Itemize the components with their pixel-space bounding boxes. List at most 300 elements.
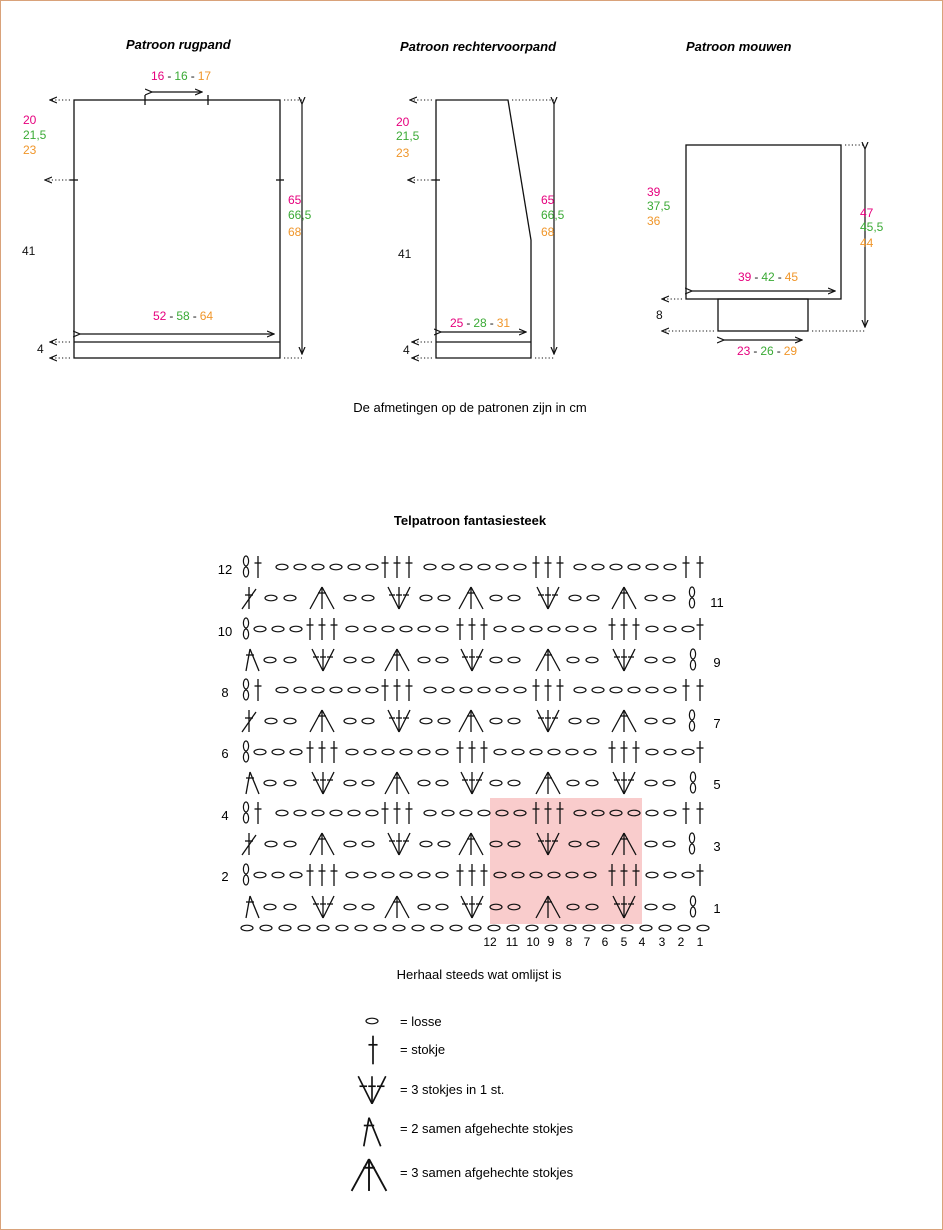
- stitch-number: 10: [526, 935, 540, 949]
- three-dc-in-one-icon: [461, 649, 483, 671]
- chain-stitch-icon: [284, 657, 296, 663]
- double-crochet-icon: [545, 679, 552, 701]
- row-label-left: 2: [221, 869, 229, 884]
- chain-stitch-icon: [294, 687, 306, 693]
- chain-stitch-icon: [645, 904, 657, 910]
- chain-stitch-icon: [254, 749, 266, 755]
- chain-stitch-icon: [264, 657, 276, 663]
- sleeve-length-s2: 45,5: [860, 220, 884, 234]
- double-crochet-icon: [406, 679, 413, 701]
- chain-stitch-icon: [284, 841, 296, 847]
- chain-stitch-icon: [508, 657, 520, 663]
- double-crochet-icon: [457, 741, 464, 763]
- chain-stitch-icon: [424, 810, 436, 816]
- back-width-s3: 64: [199, 309, 214, 323]
- chain-stitch-icon: [400, 872, 412, 878]
- back-neck-sep2: -: [190, 69, 195, 83]
- double-crochet-icon: [319, 864, 326, 886]
- stitch-number: 2: [677, 935, 685, 949]
- chain-stitch-icon: [584, 749, 596, 755]
- three-dc-in-one-icon: [537, 587, 559, 609]
- sleeve-width-s1: 39: [738, 270, 752, 284]
- chain-stitch-icon: [646, 687, 658, 693]
- chain-stitch-icon: [697, 925, 709, 931]
- back-neck-s3: 17: [197, 69, 212, 83]
- double-crochet-icon: [481, 741, 488, 763]
- sleeve-cuff-width-measure: [737, 344, 797, 358]
- chain-stitch-icon: [508, 595, 520, 601]
- three-dc-together-icon: [352, 1159, 387, 1191]
- chain-stitch-icon: [298, 925, 310, 931]
- chain-stitch-icon: [366, 1018, 378, 1024]
- sleeve-length-s3: 44: [860, 236, 874, 250]
- repeat-note: Herhaal steeds wat omlijst is: [396, 967, 562, 982]
- sleeve-length-s1: 47: [860, 206, 874, 220]
- sleeve-upper-s3: 36: [647, 214, 661, 228]
- chain-stitch-icon: [496, 687, 508, 693]
- back-width-s2: 58: [176, 309, 190, 323]
- row-label-right: 5: [713, 777, 721, 792]
- chain-stitch-icon: [442, 687, 454, 693]
- chain-stitch-icon: [346, 872, 358, 878]
- stitch-number: 12: [483, 935, 497, 949]
- chain-stitch-icon: [364, 872, 376, 878]
- chain-stitch-icon: [460, 564, 472, 570]
- chain-stitch-icon: [646, 810, 658, 816]
- row-label-left: 4: [221, 808, 229, 823]
- turning-chain-icon: [243, 618, 248, 639]
- chain-stitch-icon: [254, 872, 266, 878]
- legend-label-3dc-tog: = 3 samen afgehechte stokjes: [400, 1165, 574, 1180]
- double-crochet-icon: [557, 679, 564, 701]
- sleeve-cuff-sep1: -: [753, 344, 758, 358]
- chain-stitch-icon: [355, 925, 367, 931]
- front-length-s3: 68: [541, 225, 555, 239]
- double-crochet-icon: [683, 802, 690, 824]
- chain-stitch-icon: [548, 626, 560, 632]
- chain-stitch-icon: [659, 925, 671, 931]
- double-crochet-icon: [469, 864, 476, 886]
- row-label-left: 8: [221, 685, 229, 700]
- three-dc-in-one-icon: [358, 1076, 386, 1104]
- chain-stitch-icon: [663, 780, 675, 786]
- chain-stitch-icon: [488, 925, 500, 931]
- chain-stitch-icon: [241, 925, 253, 931]
- chain-stitch-icon: [566, 626, 578, 632]
- chain-stitch-icon: [569, 718, 581, 724]
- chain-stitch-icon: [496, 564, 508, 570]
- three-dc-in-one-icon: [461, 896, 483, 918]
- double-crochet-icon: [457, 618, 464, 640]
- back-armhole-s2: 21,5: [23, 128, 47, 142]
- double-crochet-icon: [697, 556, 704, 578]
- double-crochet-icon: [394, 802, 401, 824]
- chain-stitch-icon: [344, 904, 356, 910]
- chain-stitch-icon: [587, 718, 599, 724]
- double-crochet-icon: [697, 741, 704, 763]
- chain-stitch-icon: [364, 749, 376, 755]
- chain-stitch-icon: [284, 595, 296, 601]
- chain-stitch-icon: [346, 626, 358, 632]
- chain-stitch-icon: [664, 626, 676, 632]
- back-title: Patroon rugpand: [126, 37, 231, 52]
- chain-stitch-icon: [362, 595, 374, 601]
- chain-stitch-icon: [418, 657, 430, 663]
- legend-label-chain: = losse: [400, 1014, 442, 1029]
- legend: [352, 1014, 574, 1191]
- chain-stitch-icon: [284, 904, 296, 910]
- front-title: Patroon rechtervoorpand: [400, 39, 557, 54]
- double-crochet-icon: [382, 802, 389, 824]
- chain-stitch-icon: [418, 780, 430, 786]
- back-lower-length: 41: [22, 244, 36, 258]
- legend-label-2dc-tog: = 2 samen afgehechte stokjes: [400, 1121, 574, 1136]
- chain-stitch-icon: [264, 780, 276, 786]
- chain-stitch-icon: [317, 925, 329, 931]
- chain-stitch-icon: [478, 687, 490, 693]
- double-crochet-icon: [382, 679, 389, 701]
- chain-stitch-icon: [366, 564, 378, 570]
- front-width-sep2: -: [489, 316, 494, 330]
- chain-stitch-icon: [438, 841, 450, 847]
- chain-stitch-icon: [290, 626, 302, 632]
- back-armhole-s3: 23: [23, 143, 37, 157]
- sleeve-upper-s2: 37,5: [647, 199, 671, 213]
- three-dc-in-one-icon: [461, 772, 483, 794]
- double-crochet-icon: [557, 556, 564, 578]
- back-width-sep2: -: [192, 309, 197, 323]
- chain-stitch-icon: [272, 872, 284, 878]
- stitch-number: 8: [565, 935, 573, 949]
- turning-chain-icon: [690, 896, 695, 917]
- turning-chain-icon: [243, 679, 248, 700]
- turning-chain-icon: [243, 802, 248, 823]
- chain-stitch-icon: [645, 718, 657, 724]
- stitch-number: 9: [547, 935, 555, 949]
- chain-stitch-icon: [438, 718, 450, 724]
- chain-stitch-icon: [567, 780, 579, 786]
- chain-stitch-icon: [478, 810, 490, 816]
- three-dc-in-one-icon: [312, 772, 334, 794]
- stitch-number: 5: [620, 935, 628, 949]
- chain-stitch-icon: [348, 564, 360, 570]
- two-dc-together-icon: [246, 772, 259, 794]
- chain-stitch-icon: [663, 718, 675, 724]
- units-note: De afmetingen op de patronen zijn in cm: [353, 400, 587, 415]
- chain-stitch-icon: [276, 564, 288, 570]
- chain-stitch-icon: [478, 564, 490, 570]
- chain-stitch-icon: [548, 749, 560, 755]
- sleeve-cuff-sep2: -: [776, 344, 781, 358]
- chain-stitch-icon: [382, 749, 394, 755]
- chain-stitch-icon: [678, 925, 690, 931]
- back-length-s1: 65: [288, 193, 302, 207]
- back-width-measure: [153, 309, 213, 323]
- turning-dc-icon: [242, 710, 256, 732]
- stitch-number: 4: [638, 935, 646, 949]
- sleeve-piece: [662, 145, 865, 340]
- three-dc-in-one-icon: [312, 896, 334, 918]
- chain-stitch-icon: [610, 687, 622, 693]
- row-labels: [218, 562, 724, 916]
- row-label-right: 11: [710, 595, 724, 610]
- chain-stitch-icon: [420, 595, 432, 601]
- back-rib-height: 4: [37, 342, 44, 356]
- double-crochet-icon: [307, 618, 314, 640]
- turning-chain-icon: [690, 649, 695, 670]
- chain-stitch-icon: [682, 626, 694, 632]
- chain-stitch-icon: [663, 657, 675, 663]
- chain-stitch-icon: [664, 872, 676, 878]
- three-dc-in-one-icon: [388, 710, 410, 732]
- row-label-left: 6: [221, 746, 229, 761]
- chain-stitch-icon: [574, 687, 586, 693]
- sleeve-title: Patroon mouwen: [686, 39, 792, 54]
- three-dc-together-icon: [612, 587, 636, 609]
- chain-stitch-icon: [586, 780, 598, 786]
- back-armhole-s1: 20: [23, 113, 37, 127]
- double-crochet-icon: [406, 556, 413, 578]
- chain-stitch-icon: [583, 925, 595, 931]
- chain-stitch-icon: [646, 626, 658, 632]
- three-dc-together-icon: [385, 649, 409, 671]
- stitch-number: 1: [696, 935, 704, 949]
- double-crochet-icon: [331, 618, 338, 640]
- turning-chain-icon: [689, 833, 694, 854]
- chain-stitch-icon: [290, 749, 302, 755]
- chain-stitch-icon: [469, 925, 481, 931]
- double-crochet-icon: [469, 618, 476, 640]
- chain-stitch-icon: [526, 925, 538, 931]
- double-crochet-icon: [683, 679, 690, 701]
- double-crochet-icon: [255, 556, 262, 578]
- legend-label-dc: = stokje: [400, 1042, 446, 1057]
- chain-stitch-icon: [431, 925, 443, 931]
- turning-chain-icon: [689, 587, 694, 608]
- chain-stitch-icon: [490, 657, 502, 663]
- sleeve-width-measure: [738, 270, 798, 284]
- double-crochet-icon: [697, 618, 704, 640]
- chain-stitch-icon: [346, 749, 358, 755]
- chain-stitch-icon: [646, 749, 658, 755]
- chain-stitch-icon: [574, 564, 586, 570]
- double-crochet-icon: [382, 556, 389, 578]
- chain-stitch-icon: [460, 687, 472, 693]
- three-dc-together-icon: [310, 587, 334, 609]
- chain-stitch-icon: [438, 595, 450, 601]
- chain-stitch-icon: [344, 718, 356, 724]
- chain-stitch-icon: [602, 925, 614, 931]
- chain-stitch-icon: [530, 749, 542, 755]
- double-crochet-icon: [457, 864, 464, 886]
- front-width-s1: 25: [450, 316, 464, 330]
- double-crochet-icon: [307, 741, 314, 763]
- chain-stitch-icon: [569, 595, 581, 601]
- chain-stitch-icon: [362, 718, 374, 724]
- sleeve-cuff-s2: 26: [760, 344, 774, 358]
- chain-stitch-icon: [664, 564, 676, 570]
- double-crochet-icon: [533, 556, 540, 578]
- chain-stitch-icon: [436, 780, 448, 786]
- back-length-s2: 66,5: [288, 208, 312, 222]
- double-crochet-icon: [319, 618, 326, 640]
- chain-stitch-icon: [400, 626, 412, 632]
- double-crochet-icon: [621, 618, 628, 640]
- chain-stitch-icon: [545, 925, 557, 931]
- three-dc-together-icon: [459, 587, 483, 609]
- turning-dc-icon: [242, 833, 256, 855]
- back-width-sep1: -: [169, 309, 174, 323]
- row-label-left: 12: [217, 562, 233, 577]
- sleeve-cuff-height: 8: [656, 308, 663, 322]
- chain-stitch-icon: [530, 626, 542, 632]
- three-dc-together-icon: [459, 710, 483, 732]
- chain-stitch-icon: [420, 841, 432, 847]
- chain-stitch-icon: [382, 626, 394, 632]
- stitch-number: 6: [601, 935, 609, 949]
- chain-stitch-icon: [344, 657, 356, 663]
- double-crochet-icon: [533, 679, 540, 701]
- chain-stitch-icon: [279, 925, 291, 931]
- row-label-right: 1: [713, 901, 721, 916]
- chain-stitch-icon: [362, 841, 374, 847]
- chain-stitch-icon: [284, 780, 296, 786]
- chain-stitch-icon: [646, 564, 658, 570]
- chain-stitch-icon: [344, 841, 356, 847]
- double-crochet-icon: [697, 864, 704, 886]
- three-dc-together-icon: [310, 710, 334, 732]
- chain-stitch-icon: [512, 626, 524, 632]
- three-dc-together-icon: [612, 710, 636, 732]
- double-crochet-icon: [319, 741, 326, 763]
- chain-stitch-icon: [494, 626, 506, 632]
- front-lower-length: 41: [398, 247, 412, 261]
- turning-chain-icon: [690, 772, 695, 793]
- double-crochet-icon: [609, 618, 616, 640]
- chain-stitch-icon: [610, 564, 622, 570]
- chain-stitch-icon: [265, 718, 277, 724]
- chain-stitch-icon: [645, 780, 657, 786]
- chain-stitch-icon: [663, 841, 675, 847]
- sleeve-width-sep1: -: [754, 270, 759, 284]
- chain-stitch-icon: [567, 657, 579, 663]
- three-dc-in-one-icon: [388, 833, 410, 855]
- double-crochet-icon: [394, 556, 401, 578]
- turning-dc-icon: [242, 587, 256, 609]
- chain-stitch-icon: [645, 841, 657, 847]
- back-neck-sep1: -: [167, 69, 172, 83]
- chain-stitch-icon: [362, 904, 374, 910]
- chain-stitch-icon: [628, 687, 640, 693]
- turning-chain-icon: [243, 741, 248, 762]
- chain-stitch-icon: [424, 687, 436, 693]
- chain-stitch-icon: [265, 841, 277, 847]
- three-dc-together-icon: [310, 833, 334, 855]
- three-dc-together-icon: [536, 649, 560, 671]
- front-width-measure: [450, 316, 510, 330]
- chain-stitch-icon: [412, 925, 424, 931]
- row-label-left: 10: [217, 624, 233, 639]
- chain-stitch-icon: [312, 687, 324, 693]
- sleeve-upper-s1: 39: [647, 185, 661, 199]
- double-crochet-icon: [394, 679, 401, 701]
- turning-chain-icon: [243, 556, 248, 577]
- chain-stitch-icon: [508, 780, 520, 786]
- back-neck-s2: 16: [174, 69, 188, 83]
- front-armhole-s2: 21,5: [396, 129, 420, 143]
- sleeve-width-sep2: -: [777, 270, 782, 284]
- double-crochet-icon: [481, 618, 488, 640]
- double-crochet-icon: [697, 802, 704, 824]
- chain-stitch-icon: [645, 657, 657, 663]
- chain-stitch-icon: [442, 810, 454, 816]
- chain-stitch-icon: [494, 749, 506, 755]
- three-dc-in-one-icon: [312, 649, 334, 671]
- stitch-numbers: [483, 935, 703, 949]
- chart-title: Telpatroon fantasiesteek: [393, 513, 547, 528]
- chain-stitch-icon: [264, 904, 276, 910]
- chain-stitch-icon: [330, 687, 342, 693]
- double-crochet-icon: [545, 556, 552, 578]
- chain-stitch-icon: [418, 749, 430, 755]
- chain-stitch-icon: [507, 925, 519, 931]
- chain-stitch-icon: [682, 749, 694, 755]
- chain-stitch-icon: [290, 872, 302, 878]
- chain-stitch-icon: [344, 780, 356, 786]
- two-dc-together-icon: [364, 1118, 381, 1147]
- chain-stitch-icon: [276, 687, 288, 693]
- back-length-s3: 68: [288, 225, 302, 239]
- stitch-number: 7: [583, 935, 591, 949]
- three-dc-in-one-icon: [537, 710, 559, 732]
- two-dc-together-icon: [246, 649, 259, 671]
- back-piece: [45, 92, 302, 358]
- double-crochet-icon: [307, 864, 314, 886]
- back-neck-measure: [151, 69, 211, 83]
- chain-stitch-icon: [664, 687, 676, 693]
- chain-stitch-icon: [418, 626, 430, 632]
- chain-stitch-icon: [566, 749, 578, 755]
- chain-stitch-icon: [514, 687, 526, 693]
- chain-stitch-icon: [564, 925, 576, 931]
- double-crochet-icon: [621, 741, 628, 763]
- double-crochet-icon: [255, 679, 262, 701]
- sleeve-cuff-s3: 29: [783, 344, 798, 358]
- row-label-right: 7: [713, 716, 721, 731]
- chain-stitch-icon: [646, 872, 658, 878]
- double-crochet-icon: [633, 618, 640, 640]
- front-width-sep1: -: [466, 316, 471, 330]
- chain-stitch-icon: [682, 872, 694, 878]
- chain-stitch-icon: [490, 780, 502, 786]
- front-armhole-s3: 23: [396, 146, 410, 160]
- chain-stitch-icon: [374, 925, 386, 931]
- chain-stitch-icon: [284, 718, 296, 724]
- chain-stitch-icon: [312, 810, 324, 816]
- double-crochet-icon: [331, 864, 338, 886]
- double-crochet-icon: [331, 741, 338, 763]
- row-label-right: 3: [713, 839, 721, 854]
- three-dc-in-one-icon: [388, 587, 410, 609]
- chain-stitch-icon: [621, 925, 633, 931]
- front-rib-height: 4: [403, 343, 410, 357]
- sleeve-width-s2: 42: [761, 270, 775, 284]
- chain-stitch-icon: [393, 925, 405, 931]
- chain-stitch-icon: [436, 749, 448, 755]
- double-crochet-icon: [481, 864, 488, 886]
- chain-stitch-icon: [294, 564, 306, 570]
- chain-stitch-icon: [336, 925, 348, 931]
